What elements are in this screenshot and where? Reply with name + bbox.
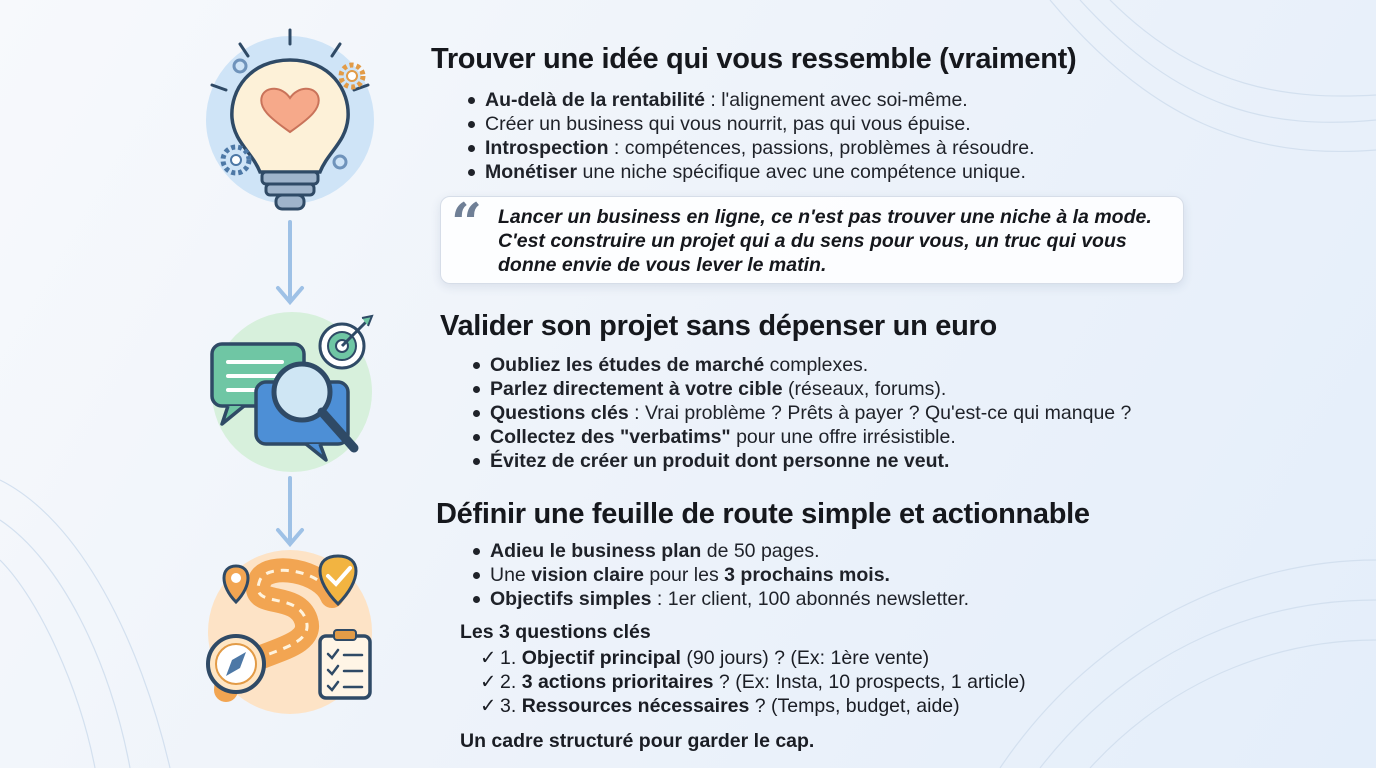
lightbulb-heart-icon [206, 30, 374, 209]
checklist-item: ✓ 2. 3 actions prioritaires ? (Ex: Insta, 10 prospects, 1 article) [480, 671, 1026, 693]
section-idea [431, 43, 1076, 184]
chat-magnifier-target-icon [212, 312, 372, 472]
list-item: Monétiser une niche spécifique avec une compétence unique. [465, 160, 1076, 184]
checklist-item: ✓ 3. Ressources nécessaires ? (Temps, budget, aide) [480, 695, 960, 717]
quote-text: Lancer un business en ligne, ce n'est pas trouver une niche à la mode. C'est construire un projet qui a du sens pour vous, un truc qui vous donne envie de vous lever le matin. [498, 206, 1152, 276]
checklist-item: ✓ 1. Objectif principal (90 jours) ? (Ex: 1ère vente) [480, 647, 930, 669]
list-item: Questions clés : Vrai problème ? Prêts à payer ? Qu'est-ce qui manque ? [470, 401, 1131, 425]
down-arrow-icon [278, 478, 302, 544]
list-item: Parlez directement à votre cible (réseaux, forums). [470, 377, 1131, 401]
check-icon: ✓ [480, 695, 497, 717]
bullet-list-idea [465, 88, 1076, 184]
list-item: Créer un business qui vous nourrit, pas qui vous épuise. [465, 112, 1076, 136]
roadmap-compass-checklist-icon [208, 550, 372, 714]
quote-box [440, 191, 1184, 284]
icon-column [0, 0, 420, 768]
section-validate [440, 310, 1131, 473]
bullet-list-validate [470, 353, 1131, 473]
list-item: Introspection : compétences, passions, problèmes à résoudre. [465, 136, 1076, 160]
checklist [480, 646, 1090, 718]
list-item: Collectez des "verbatims" pour une offre irrésistible. [470, 425, 1131, 449]
list-item: Objectifs simples : 1er client, 100 abonnés newsletter. [470, 587, 1090, 611]
section-roadmap [436, 498, 1090, 753]
down-arrow-icon [278, 222, 302, 302]
section-title-idea: Trouver une idée qui vous ressemble (vraiment) [431, 43, 1077, 75]
list-item: Au-delà de la rentabilité : l'alignement avec soi-même. [465, 88, 1076, 112]
sub-heading-questions: Les 3 questions clés [460, 621, 651, 643]
section-title-validate: Valider son projet sans dépenser un euro [440, 310, 997, 342]
section-title-roadmap: Définir une feuille de route simple et actionnable [436, 498, 1090, 530]
list-item: Oubliez les études de marché complexes. [470, 353, 1131, 377]
bullet-list-roadmap [470, 539, 1090, 611]
list-item: Une vision claire pour les 3 prochains mois. [470, 563, 1090, 587]
footer-statement: Un cadre structuré pour garder le cap. [460, 730, 815, 752]
list-item: Évitez de créer un produit dont personne ne veut. [470, 449, 1131, 473]
quote-icon: “ [451, 191, 483, 255]
list-item: Adieu le business plan de 50 pages. [470, 539, 1090, 563]
check-icon: ✓ [480, 671, 497, 693]
check-icon: ✓ [480, 647, 497, 669]
